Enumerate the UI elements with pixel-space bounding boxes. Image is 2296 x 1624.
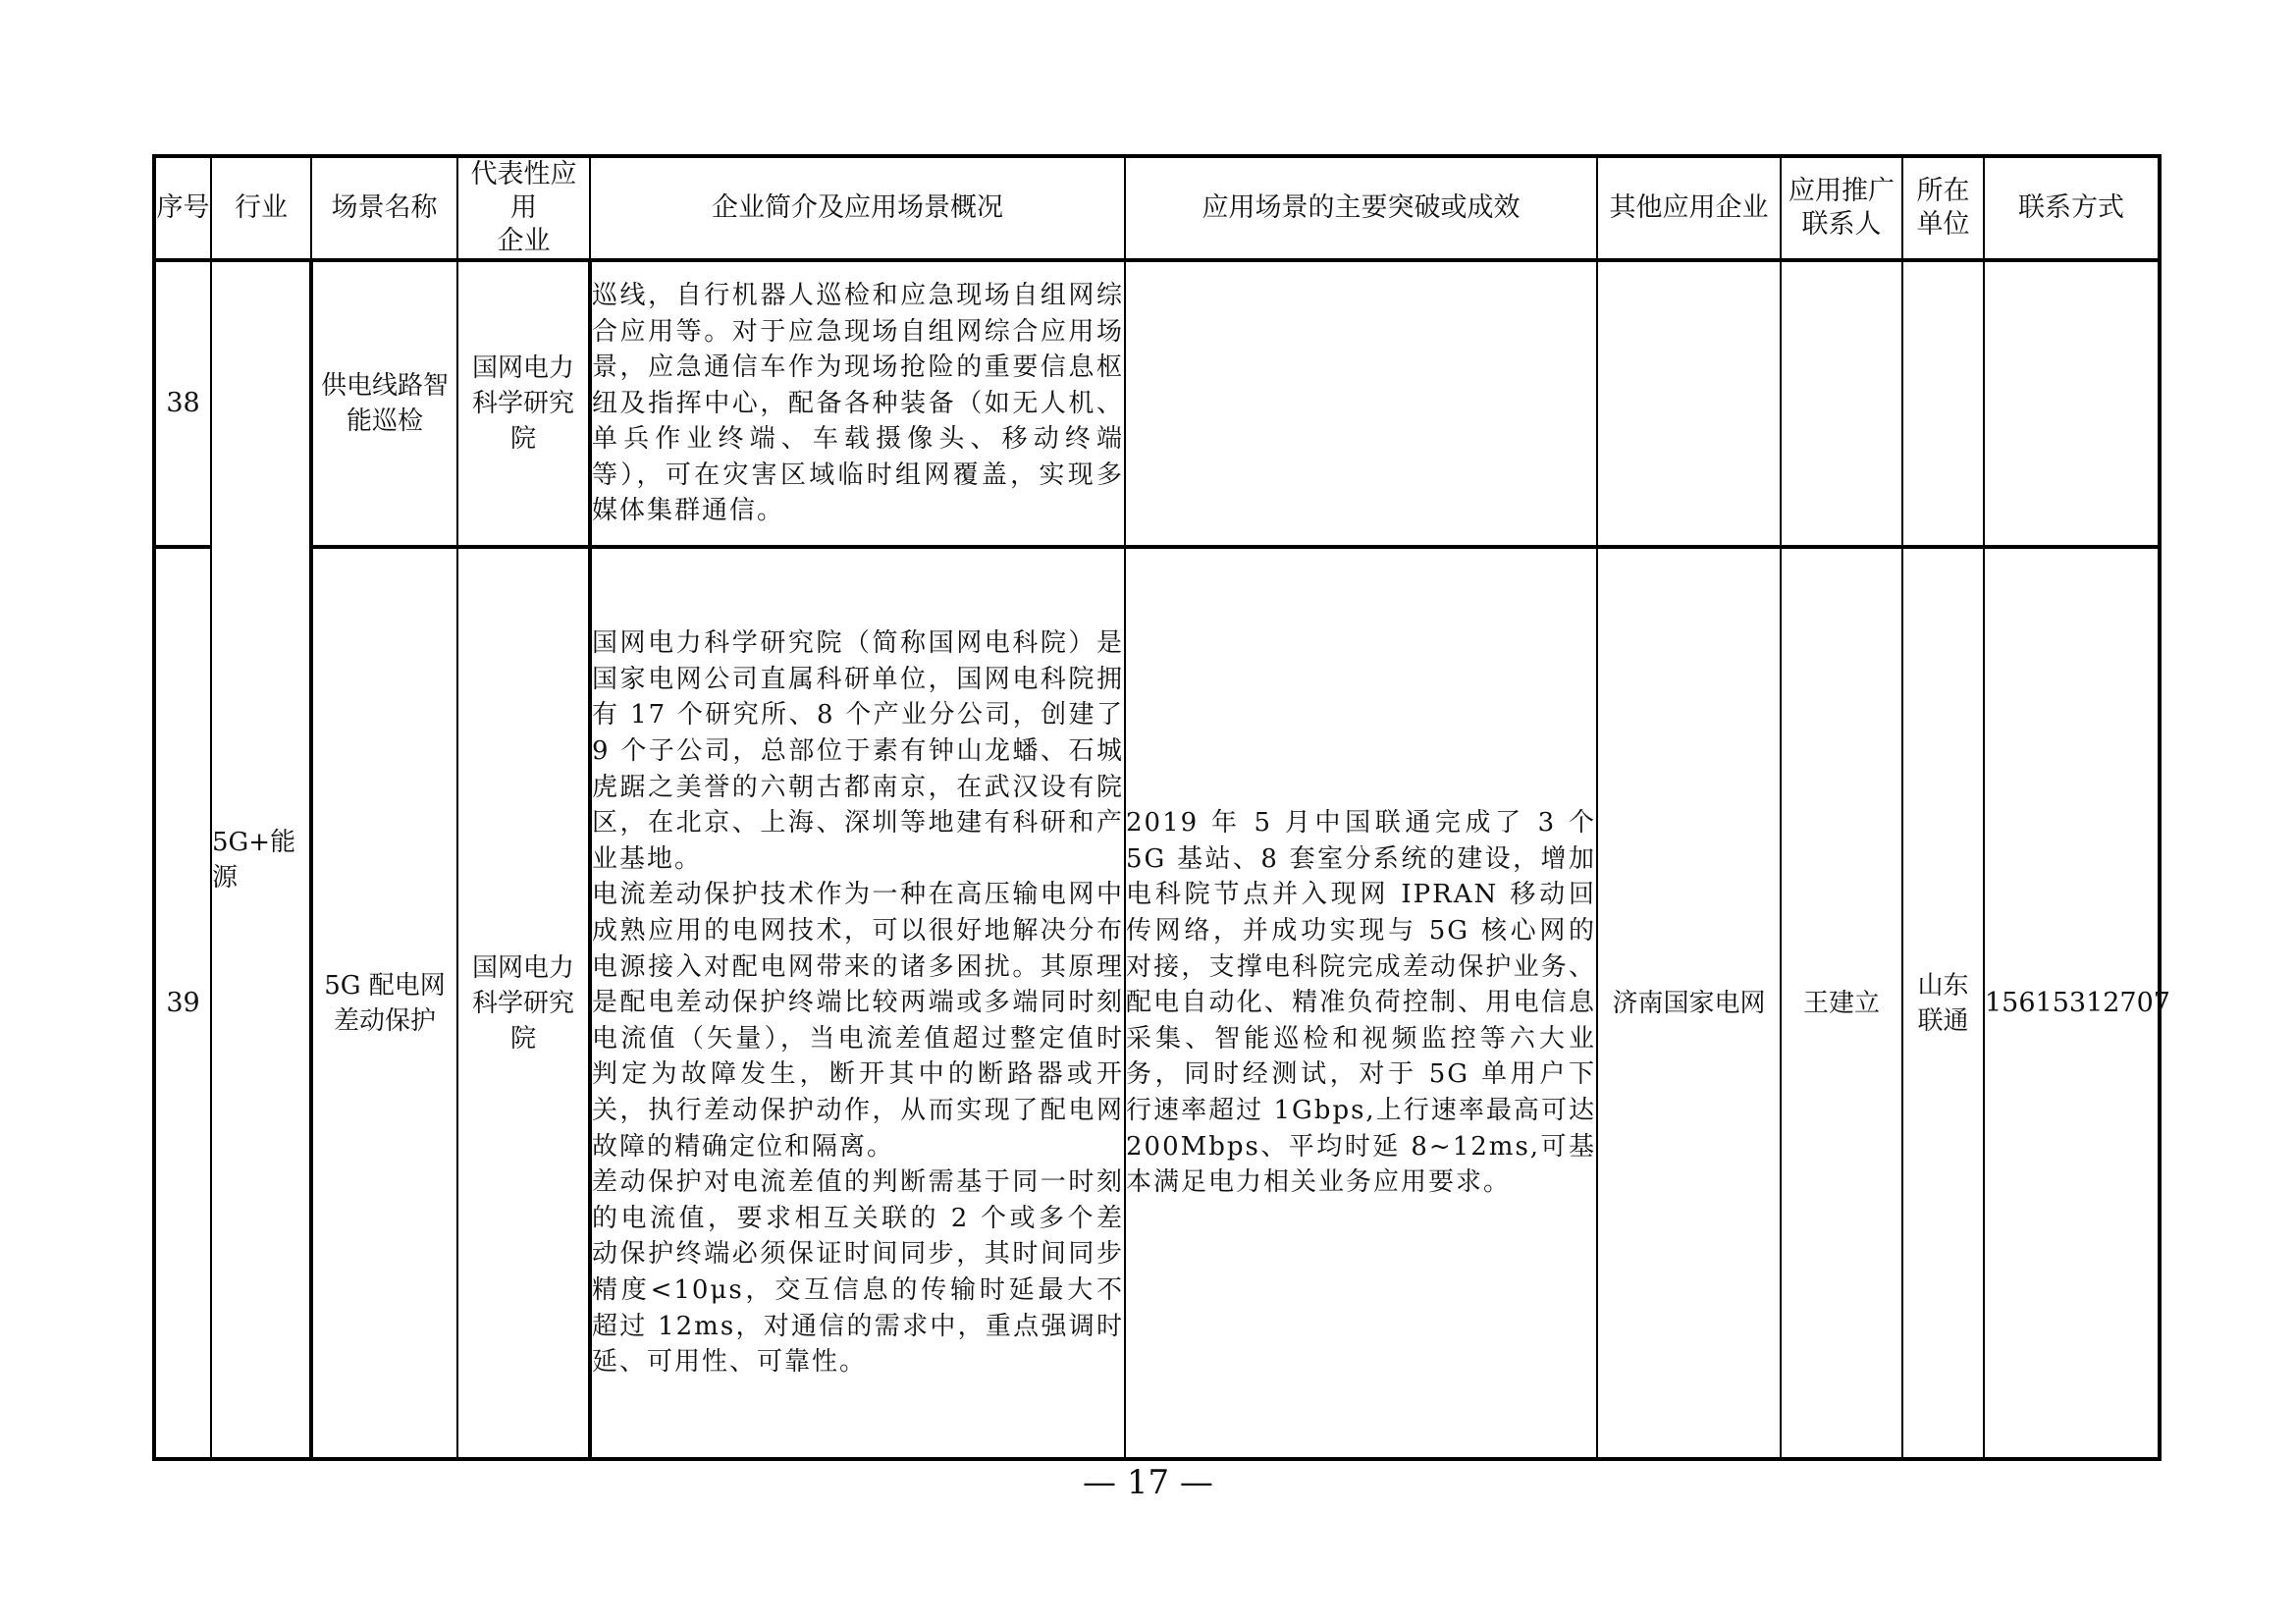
- cell-results: 2019 年 5 月中国联通完成了 3 个 5G 基站、8 套室分系统的建设，增加电科院节点并入现网 IPRAN 移动回传网络，并成功实现与 5G 核心网的对接，支撑电科院完成差动保护业务、配电自动化、精准负荷控制、用电信息采集、智能巡检和视频监控等六大业务，同时经测试，对于 5G 单用户下行速率超过 1Gbps,上行速率最高可达 200Mbps、平均时延 8~12ms,可基本满足电力相关业务应用要求。: [1125, 547, 1597, 1459]
- scenario-table: [152, 154, 2170, 1461]
- cell-phone: [1984, 260, 2160, 547]
- description-paragraph: 国网电力科学研究院（简称国网电科院）是国家电网公司直属科研单位，国网电科院拥有 17 个研究所、8 个产业分公司，创建了 9 个子公司，总部位于素有钟山龙蟠、石城虎踞之美誉的六朝古都南京，在武汉设有院区，在北京、上海、深圳等地建有科研和产业基地。: [592, 628, 1124, 874]
- cell-results: [1125, 260, 1597, 547]
- description-paragraph: 巡线，自行机器人巡检和应急现场自组网综合应用等。对于应急现场自组网综合应用场景，应急通信车作为现场抢险的重要信息枢纽及指挥中心，配备各种装备（如无人机、单兵作业终端、车载摄像头、移动终端等），可在灾害区域临时组网覆盖，实现多媒体集群通信。: [592, 280, 1124, 526]
- header-scene-name: 场景名称: [311, 156, 457, 260]
- header-promo-contact-line1: 应用推广: [1789, 176, 1895, 206]
- cell-seq: 38: [154, 260, 211, 547]
- description-paragraph: 差动保护对电流差值的判断需基于同一时刻的电流值，要求相互关联的 2 个或多个差动保护终端必须保证时间同步，其时间同步精度<10μs，交互信息的传输时延最大不超过 12ms，对通信的需求中，重点强调时延、可用性、可靠性。: [592, 1167, 1124, 1378]
- header-rep-company-line2: 企业: [497, 226, 551, 256]
- description-paragraph: 电流差动保护技术作为一种在高压输电网中成熟应用的电网技术，可以很好地解决分布电源接入对配电网带来的诸多困扰。其原理是配电差动保护终端比较两端或多端同时刻电流值（矢量），当电流差值超过整定值时判定为故障发生，断开其中的断路器或开关，执行差动保护动作，从而实现了配电网故障的精确定位和隔离。: [592, 880, 1124, 1162]
- cell-scene-name: 5G 配电网差动保护: [311, 547, 457, 1459]
- cell-contact-person: 王建立: [1781, 547, 1902, 1459]
- header-rep-company: [457, 156, 590, 260]
- cell-unit: 山东联通: [1902, 547, 1984, 1459]
- header-unit-line1: 所在: [1916, 176, 1970, 206]
- header-results: 应用场景的主要突破或成效: [1125, 156, 1597, 260]
- cell-contact-person: [1781, 260, 1902, 547]
- cell-phone: 15615312707: [1984, 547, 2160, 1459]
- cell-description: [590, 260, 1125, 547]
- header-promo-contact: [1781, 156, 1902, 260]
- header-rep-company-line1: 代表性应用: [470, 159, 577, 223]
- header-description: 企业简介及应用场景概况: [590, 156, 1125, 260]
- header-other-companies: 其他应用企业: [1597, 156, 1781, 260]
- cell-description: [590, 547, 1125, 1459]
- table-row: [154, 260, 2160, 547]
- header-promo-contact-line2: 联系人: [1801, 209, 1882, 240]
- header-unit-line2: 单位: [1916, 209, 1970, 240]
- header-contact: 联系方式: [1984, 156, 2160, 260]
- page-number: — 17 —: [1083, 1463, 1213, 1502]
- table-row: [154, 547, 2160, 1459]
- header-seq: 序号: [154, 156, 211, 260]
- cell-industry: 5G+能源: [211, 260, 311, 1459]
- cell-scene-name: 供电线路智能巡检: [311, 260, 457, 547]
- cell-company: 国网电力科学研究院: [457, 260, 590, 547]
- header-industry: 行业: [211, 156, 311, 260]
- cell-seq: 39: [154, 547, 211, 1459]
- cell-unit: [1902, 260, 1984, 547]
- table-header-row: [154, 156, 2160, 260]
- cell-other-companies: [1597, 260, 1781, 547]
- cell-other-companies: 济南国家电网: [1597, 547, 1781, 1459]
- cell-company: 国网电力科学研究院: [457, 547, 590, 1459]
- header-unit: [1902, 156, 1984, 260]
